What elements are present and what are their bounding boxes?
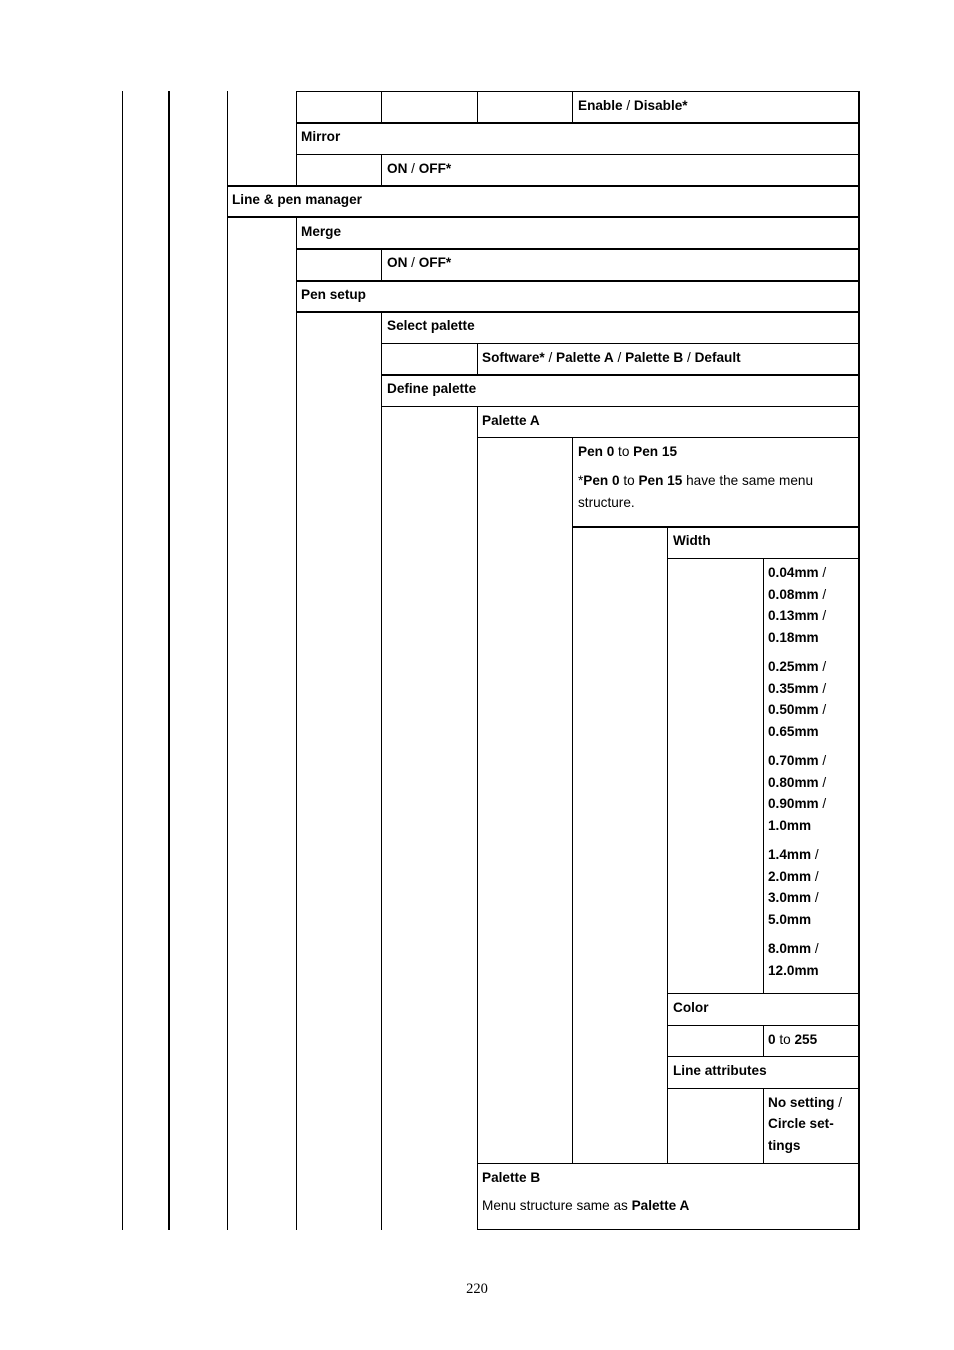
tree-line-5b: [381, 154, 382, 186]
select-palette-label: Select palette: [387, 318, 475, 333]
table-right-edge: [858, 91, 860, 1230]
tree-line-8: [667, 527, 668, 1163]
define-palette-label: Define palette: [387, 381, 477, 396]
pen-setup-label: Pen setup: [301, 287, 366, 302]
width-value: 1.4mm /: [768, 847, 819, 862]
palette-b-label: Palette B: [482, 1170, 541, 1185]
width-value: 2.0mm /: [768, 868, 819, 884]
width-value: 0.08mm /: [768, 586, 827, 602]
row-line-mirror: [296, 122, 859, 124]
width-value: 0.70mm /: [768, 753, 827, 768]
merge-value: ON / OFF*: [387, 255, 452, 270]
color-label: Color: [673, 1000, 709, 1015]
row-line-select: [381, 343, 859, 344]
row-line-bottom: [477, 1229, 860, 1230]
row-line-merge-val: [296, 280, 859, 282]
select-palette-value: Software* / Palette A / Palette B / Default: [482, 350, 741, 365]
width-value: 8.0mm /: [768, 941, 819, 956]
row-line-width: [667, 558, 859, 559]
row-line-merge: [227, 216, 859, 218]
mirror-value: ON / OFF*: [387, 161, 452, 176]
width-value: 0.50mm /: [768, 702, 827, 718]
tree-line-4: [296, 91, 297, 186]
tree-line-5c: [381, 249, 382, 281]
width-value: 0.65mm: [768, 724, 819, 740]
width-value: 0.04mm /: [768, 565, 827, 580]
row-line-merge-head: [296, 248, 859, 250]
tree-line-5d: [381, 312, 382, 1230]
pen-range-label: Pen 0 to Pen 15: [578, 444, 677, 459]
pen-note-line2: structure.: [578, 495, 635, 510]
tree-line-6c: [477, 406, 478, 1230]
row-line-color-val: [667, 1056, 859, 1057]
row-line-width-val: [667, 993, 859, 994]
tree-line-9b: [763, 1025, 764, 1056]
tree-line-6b: [477, 343, 478, 375]
palette-a-label: Palette A: [482, 413, 540, 428]
tree-line-3: [227, 91, 228, 1230]
width-value: 0.35mm /: [768, 680, 827, 696]
tree-line-1: [122, 91, 123, 1230]
tree-line-9: [763, 558, 764, 993]
width-value: 0.18mm: [768, 630, 819, 646]
width-label: Width: [673, 533, 711, 548]
line-attr-value-2: Circle set-: [768, 1116, 834, 1131]
line-pen-manager-label: Line & pen manager: [232, 192, 362, 207]
tree-line-5: [381, 91, 382, 123]
row-line-palette-b: [477, 1163, 859, 1164]
row-line-mirror-val: [296, 154, 859, 155]
tree-line-4b: [296, 217, 297, 1230]
line-attr-value-1: No setting /: [768, 1095, 843, 1110]
row-line-select-val: [381, 374, 859, 376]
tree-line-6: [477, 91, 478, 123]
width-value: 0.13mm /: [768, 608, 827, 624]
color-value: 0 to 255: [768, 1032, 818, 1047]
tree-line-9c: [763, 1088, 764, 1163]
width-value: 0.25mm /: [768, 659, 827, 674]
row-line-define: [381, 406, 859, 407]
row-line-top: [296, 91, 859, 92]
tree-line-7: [572, 91, 573, 123]
width-value: 0.80mm /: [768, 774, 827, 790]
line-attributes-label: Line attributes: [673, 1063, 767, 1078]
row-line-pen-setup: [296, 311, 859, 313]
merge-label: Merge: [301, 224, 342, 239]
enable-disable-value: Enable / Disable*: [578, 98, 688, 113]
pen-note: *Pen 0 to Pen 15 have the same menu: [578, 473, 814, 488]
width-value: 5.0mm: [768, 912, 812, 928]
palette-b-note: Menu structure same as Palette A: [482, 1198, 690, 1213]
mirror-label: Mirror: [301, 129, 341, 144]
width-value: 1.0mm: [768, 818, 812, 834]
row-line-color: [667, 1025, 859, 1026]
width-value: 3.0mm /: [768, 890, 819, 906]
tree-line-2: [168, 91, 170, 1230]
line-attr-value-3: tings: [768, 1138, 801, 1153]
page-number: 220: [466, 1281, 488, 1297]
row-line-lineattr: [667, 1088, 859, 1089]
width-value: 0.90mm /: [768, 796, 827, 812]
row-line-palette-a: [477, 437, 859, 438]
tree-line-7b: [572, 437, 573, 1163]
row-line-pen: [572, 526, 859, 528]
width-value: 12.0mm: [768, 962, 819, 978]
row-line-lpm: [227, 185, 859, 187]
